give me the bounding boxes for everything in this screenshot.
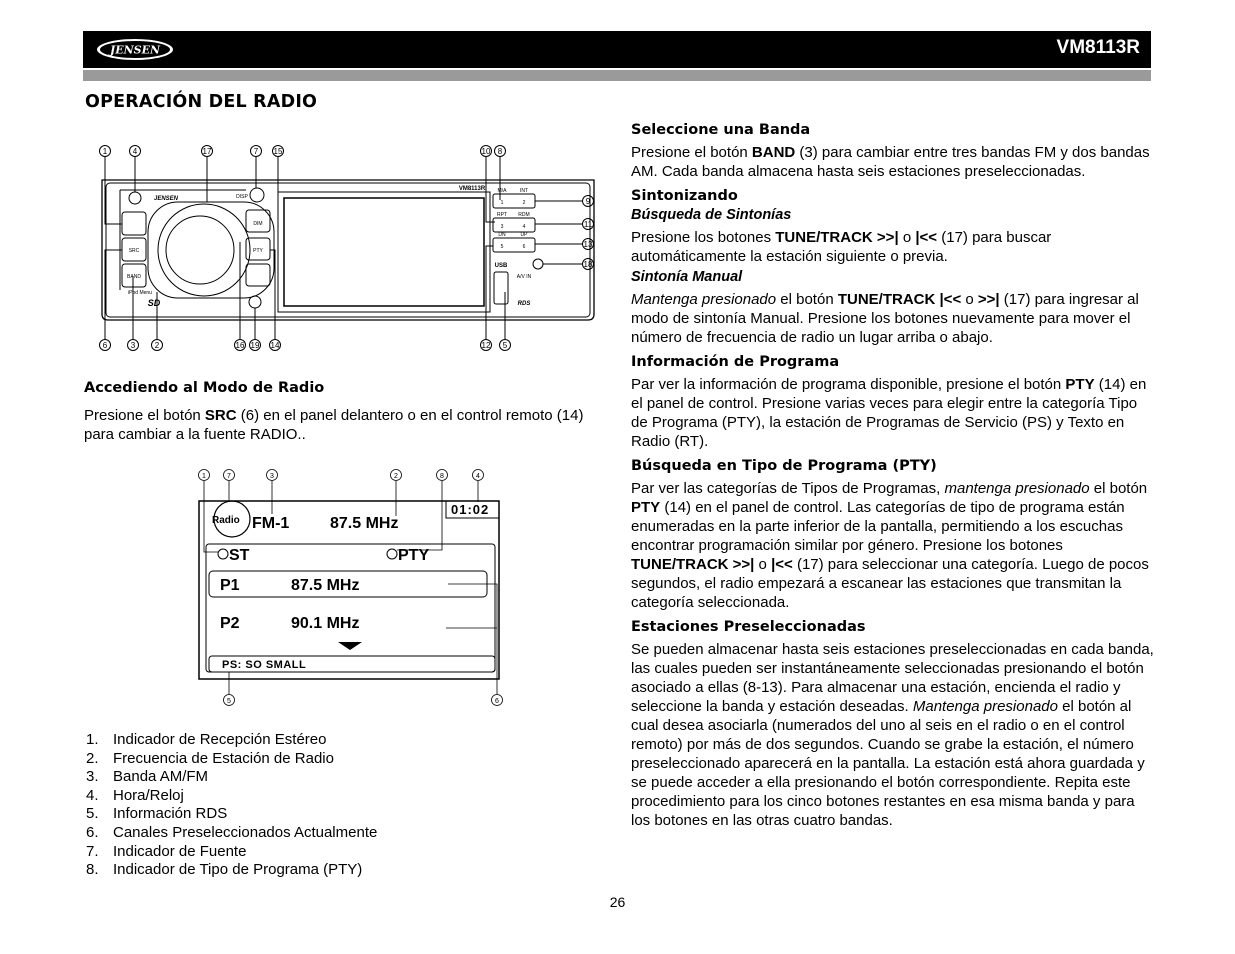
rds-ps-text: PS: SO SMALL: [222, 659, 307, 671]
right-column: [631, 122, 1156, 830]
list-item: 4. Hora/Reloj: [86, 786, 184, 804]
lcd-callout-1: 1: [202, 473, 206, 480]
disp-label: DISP: [236, 194, 248, 200]
page-title: OPERACIÓN DEL RADIO: [85, 92, 318, 112]
header-rule: [83, 70, 1151, 81]
callout-2: 2: [154, 341, 160, 350]
program-info-paragraph: Par ver la información de programa disponible, presione el botón PTY (14) en el panel de control. Presione varias veces para elegir entre la categoría Tipo de Programa (PTY), la estación de Programas de Servicio (PS) y Texto en Radio (RT).: [631, 376, 1147, 450]
ipod-menu-label: iPod Menu: [128, 290, 152, 296]
model-number: VM8113R: [1056, 37, 1140, 58]
subheading-seek: Búsqueda de Sintonías: [631, 207, 792, 223]
key-rpt: RPT: [497, 212, 507, 218]
band-label: BAND: [127, 274, 141, 280]
callout-5: 5: [502, 341, 508, 350]
sd-logo: SD: [147, 298, 161, 308]
pty-indicator: PTY: [398, 547, 430, 564]
callout-17: 17: [202, 147, 212, 156]
panel-model: VM8113R: [458, 186, 486, 192]
list-item: 6. Canales Preseleccionados Actualmente: [86, 823, 378, 841]
logo-text: JENSEN: [109, 43, 161, 57]
usb-logo: USB: [494, 263, 508, 269]
legend-list: [86, 731, 377, 880]
heading-tuning: Sintonizando: [631, 188, 738, 204]
pty-label: PTY: [253, 248, 263, 254]
header-bar: [83, 31, 1151, 68]
key-dn: DN: [498, 232, 506, 238]
rds-logo: RDS: [517, 301, 531, 307]
key-5: 5: [500, 244, 504, 250]
callout-12: 12: [481, 341, 491, 350]
seek-paragraph: Presione los botones TUNE/TRACK >>| o |<< (17) para buscar automáticamente la estación siguiente o previa.: [631, 229, 1052, 265]
lcd-callout-2: 2: [394, 473, 398, 480]
callout-6: 6: [102, 341, 108, 350]
callout-9: 9: [585, 197, 591, 206]
key-1: 1: [500, 200, 504, 206]
list-item: 2. Frecuencia de Estación de Radio: [86, 749, 334, 767]
preset-p2-label: P2: [220, 615, 240, 632]
source-indicator: Radio: [212, 515, 240, 526]
callout-13: 13: [583, 240, 593, 249]
heading-program-info: Información de Programa: [631, 354, 840, 370]
dim-label: DIM: [253, 221, 263, 227]
callout-4: 4: [132, 147, 138, 156]
key-2: 2: [522, 200, 526, 206]
list-item: 5. Información RDS: [86, 805, 228, 823]
heading-select-band: Seleccione una Banda: [631, 122, 811, 138]
callout-11: 11: [583, 220, 593, 229]
manual-paragraph: Mantenga presionado el botón TUNE/TRACK |<< o >>| (17) para ingresar al modo de sintonía Manual. Presione los botones nuevamente para mover el número de frecuencia de radio un lugar arriba o abajo.: [631, 291, 1139, 346]
preset-p2-freq: 90.1 MHz: [291, 615, 360, 632]
band-indicator: FM-1: [252, 515, 290, 532]
heading-pty-search: Búsqueda en Tipo de Programa (PTY): [631, 458, 937, 474]
preset-p1-freq: 87.5 MHz: [291, 577, 360, 594]
key-6: 6: [522, 244, 526, 250]
lcd-callout-6: 6: [495, 698, 499, 705]
key-int: INT: [519, 188, 529, 194]
lcd-callout-7: 7: [227, 473, 231, 480]
pty-search-paragraph: Par ver las categorías de Tipos de Programas, mantenga presionado el botón PTY (14) en el panel de control. Las categorías de tipo de programa están enumeradas en la parte inferior de la pantalla, permitiendo a los escuchas encontrar programación similar por género. Presione los botones TUNE/TRACK >>| o |<< (17) para seleccionar una categoría. Luego de pocos segundos, el radio empezará a escanear las estaciones que transmitan la categoría seleccionada.: [631, 480, 1149, 611]
callout-10: 10: [481, 147, 491, 156]
lcd-callout-8: 8: [440, 473, 444, 480]
access-radio-paragraph: Presione el botón SRC (6) en el panel delantero o en el control remoto (14) para cambiar a la fuente RADIO..: [84, 407, 584, 443]
callout-15: 15: [273, 147, 283, 156]
callout-16: 16: [235, 341, 245, 350]
front-panel-diagram: [96, 142, 600, 356]
callout-18: 18: [583, 260, 593, 269]
callout-19: 19: [250, 341, 260, 350]
list-item: 7. Indicador de Fuente: [86, 842, 247, 860]
heading-presets: Estaciones Preseleccionadas: [631, 619, 866, 635]
list-item: 3. Banda AM/FM: [86, 768, 209, 786]
preset-p1-label: P1: [220, 577, 240, 594]
stereo-indicator: ST: [229, 547, 250, 564]
src-label: SRC: [128, 248, 140, 254]
callout-3: 3: [130, 341, 136, 350]
lcd-callout-4: 4: [476, 473, 480, 480]
heading-access-radio: Accediendo al Modo de Radio: [84, 380, 325, 396]
page-number: 26: [609, 894, 626, 910]
av-in-label: A/V IN: [516, 274, 532, 280]
callout-8: 8: [497, 147, 503, 156]
callout-14: 14: [270, 341, 280, 350]
select-band-paragraph: Presione el botón BAND (3) para cambiar entre tres bandas FM y dos bandas AM. Cada banda almacena hasta seis estaciones preseleccionadas.: [631, 144, 1150, 180]
lcd-callout-5: 5: [227, 698, 231, 705]
lcd-callout-3: 3: [270, 473, 274, 480]
key-4: 4: [522, 224, 526, 230]
frequency-display: 87.5 MHz: [330, 515, 399, 532]
subheading-manual: Sintonía Manual: [631, 269, 743, 285]
key-up: UP: [520, 232, 528, 238]
lcd-display-diagram: [196, 468, 506, 710]
presets-paragraph: Se pueden almacenar hasta seis estaciones preseleccionadas en cada banda, las cuales pueden ser instantáneamente seleccionadas presionando el botón asociado a ellas (8-13). Para almacenar una estación, encienda el radio y seleccione la banda y estación deseadas. Mantenga presionado el botón al cual desea asociarla (numerados del uno al seis en el radio o en el control remoto) por más de dos segundos. Cuando se grabe la estación, el número preseleccionado aparecerá en la pantalla. La estación está ahora guardada y se puede acceder a ella presionando el botón correspondiente. Repita este procedimiento para los cinco botones restantes en esa misma banda y para los botones en las otras cuatro bandas.: [631, 641, 1154, 829]
list-item: 8. Indicador de Tipo de Programa (PTY): [86, 861, 363, 879]
list-item: 1. Indicador de Recepción Estéreo: [86, 731, 327, 748]
jensen-logo: [95, 37, 175, 62]
callout-1: 1: [102, 147, 108, 156]
key-3: 3: [500, 224, 504, 230]
key-ma: M/A: [497, 188, 507, 194]
key-rdm: RDM: [518, 212, 530, 218]
callout-7: 7: [253, 147, 259, 156]
panel-brand: JENSEN: [153, 196, 179, 202]
clock-display: 01:02: [451, 502, 490, 517]
